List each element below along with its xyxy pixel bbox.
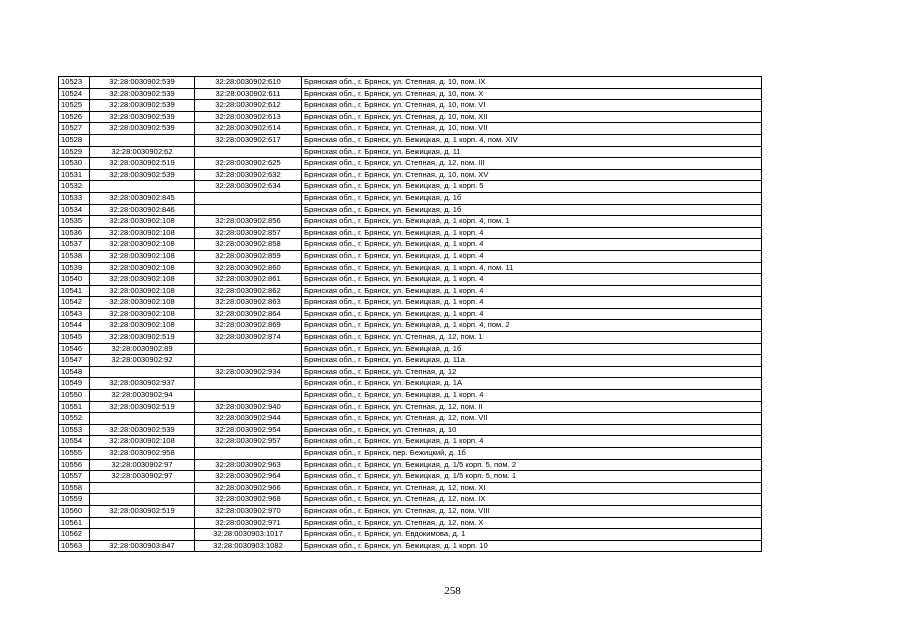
- cadastral-number-cell: 32:28:0030902:610: [195, 77, 302, 89]
- address-cell: Брянская обл., г. Брянск, ул. Евдокимова, д. 1: [302, 529, 762, 541]
- address-cell: Брянская обл., г. Брянск, ул. Бежицкая, д. 1 корп. 4: [302, 390, 762, 402]
- table-row: [59, 517, 762, 529]
- table-row: [59, 123, 762, 135]
- table-row: [59, 77, 762, 89]
- address-cell: Брянская обл., г. Брянск, ул. Степная, д. 10, пом. VII: [302, 123, 762, 135]
- parent-cadastral-number-cell: 32:28:0030902:519: [90, 332, 195, 344]
- parent-cadastral-number-cell: 32:28:0030902:89: [90, 343, 195, 355]
- parent-cadastral-number-cell: [90, 366, 195, 378]
- table-row: [59, 134, 762, 146]
- row-number-cell: 10541: [59, 285, 90, 297]
- table-body: [59, 77, 762, 552]
- row-number-cell: 10532: [59, 181, 90, 193]
- address-cell: Брянская обл., г. Брянск, ул. Бежицкая, д. 1 корп. 4: [302, 285, 762, 297]
- address-cell: Брянская обл., г. Брянск, ул. Бежицкая, д. 1б: [302, 204, 762, 216]
- row-number-cell: 10534: [59, 204, 90, 216]
- address-cell: Брянская обл., г. Брянск, ул. Бежицкая, д. 1б: [302, 343, 762, 355]
- table-row: [59, 332, 762, 344]
- table-row: [59, 413, 762, 425]
- row-number-cell: 10525: [59, 100, 90, 112]
- table-row: [59, 216, 762, 228]
- cadastral-number-cell: 32:28:0030902:863: [195, 297, 302, 309]
- parent-cadastral-number-cell: 32:28:0030902:108: [90, 274, 195, 286]
- row-number-cell: 10524: [59, 88, 90, 100]
- cadastral-number-cell: 32:28:0030902:957: [195, 436, 302, 448]
- address-cell: Брянская обл., г. Брянск, ул. Степная, д. 10, пом. IX: [302, 77, 762, 89]
- cadastral-number-cell: 32:28:0030902:864: [195, 308, 302, 320]
- table-row: [59, 505, 762, 517]
- cadastral-number-cell: 32:28:0030902:970: [195, 505, 302, 517]
- parent-cadastral-number-cell: 32:28:0030902:108: [90, 297, 195, 309]
- cadastral-number-cell: 32:28:0030902:963: [195, 459, 302, 471]
- parent-cadastral-number-cell: 32:28:0030902:97: [90, 459, 195, 471]
- row-number-cell: 10538: [59, 250, 90, 262]
- parent-cadastral-number-cell: 32:28:0030902:846: [90, 204, 195, 216]
- table-row: [59, 424, 762, 436]
- row-number-cell: 10549: [59, 378, 90, 390]
- parent-cadastral-number-cell: 32:28:0030902:958: [90, 448, 195, 460]
- address-cell: Брянская обл., г. Брянск, ул. Бежицкая, д. 1/5 корп. 5, пом. 2: [302, 459, 762, 471]
- table-row: [59, 343, 762, 355]
- address-cell: Брянская обл., г. Брянск, ул. Бежицкая, д. 1 корп. 5: [302, 181, 762, 193]
- table-row: [59, 111, 762, 123]
- document-table: [58, 76, 762, 552]
- parent-cadastral-number-cell: 32:28:0030902:539: [90, 123, 195, 135]
- cadastral-number-cell: 32:28:0030902:614: [195, 123, 302, 135]
- cadastral-number-cell: [195, 390, 302, 402]
- cadastral-number-cell: 32:28:0030902:869: [195, 320, 302, 332]
- parent-cadastral-number-cell: 32:28:0030902:62: [90, 146, 195, 158]
- cadastral-number-cell: 32:28:0030902:934: [195, 366, 302, 378]
- table-row: [59, 239, 762, 251]
- address-cell: Брянская обл., г. Брянск, ул. Бежицкая, д. 1 корп. 4: [302, 436, 762, 448]
- row-number-cell: 10551: [59, 401, 90, 413]
- address-cell: Брянская обл., г. Брянск, ул. Степная, д. 10, пом. X: [302, 88, 762, 100]
- parent-cadastral-number-cell: 32:28:0030902:519: [90, 505, 195, 517]
- cadastral-number-cell: 32:28:0030902:966: [195, 482, 302, 494]
- cadastral-number-cell: [195, 378, 302, 390]
- parent-cadastral-number-cell: 32:28:0030902:108: [90, 216, 195, 228]
- table-row: [59, 274, 762, 286]
- address-cell: Брянская обл., г. Брянск, ул. Бежицкая, д. 11а: [302, 355, 762, 367]
- parent-cadastral-number-cell: [90, 517, 195, 529]
- cadastral-number-cell: [195, 355, 302, 367]
- cadastral-number-cell: 32:28:0030902:860: [195, 262, 302, 274]
- row-number-cell: 10550: [59, 390, 90, 402]
- address-cell: Брянская обл., г. Брянск, ул. Бежицкая, д. 1 корп. 4, пом. 2: [302, 320, 762, 332]
- row-number-cell: 10544: [59, 320, 90, 332]
- row-number-cell: 10561: [59, 517, 90, 529]
- cadastral-number-cell: 32:28:0030902:856: [195, 216, 302, 228]
- row-number-cell: 10542: [59, 297, 90, 309]
- parent-cadastral-number-cell: 32:28:0030902:108: [90, 262, 195, 274]
- cadastral-number-cell: 32:28:0030903:1017: [195, 529, 302, 541]
- row-number-cell: 10559: [59, 494, 90, 506]
- table-row: [59, 320, 762, 332]
- row-number-cell: 10527: [59, 123, 90, 135]
- row-number-cell: 10546: [59, 343, 90, 355]
- parent-cadastral-number-cell: 32:28:0030902:97: [90, 471, 195, 483]
- table-row: [59, 540, 762, 552]
- address-cell: Брянская обл., г. Брянск, ул. Бежицкая, д. 1 корп. 4, пом. XIV: [302, 134, 762, 146]
- address-cell: Брянская обл., г. Брянск, ул. Степная, д. 12, пом. III: [302, 158, 762, 170]
- table-row: [59, 401, 762, 413]
- address-cell: Брянская обл., г. Брянск, ул. Бежицкая, д. 1А: [302, 378, 762, 390]
- parent-cadastral-number-cell: 32:28:0030902:519: [90, 401, 195, 413]
- cadastral-number-cell: [195, 343, 302, 355]
- address-cell: Брянская обл., г. Брянск, ул. Степная, д. 10, пом. XII: [302, 111, 762, 123]
- parent-cadastral-number-cell: 32:28:0030903:847: [90, 540, 195, 552]
- address-cell: Брянская обл., г. Брянск, ул. Бежицкая, д. 1 корп. 4: [302, 297, 762, 309]
- parent-cadastral-number-cell: 32:28:0030902:108: [90, 285, 195, 297]
- cadastral-number-cell: [195, 448, 302, 460]
- row-number-cell: 10555: [59, 448, 90, 460]
- table-row: [59, 448, 762, 460]
- table-row: [59, 308, 762, 320]
- parent-cadastral-number-cell: 32:28:0030902:937: [90, 378, 195, 390]
- row-number-cell: 10530: [59, 158, 90, 170]
- cadastral-number-cell: 32:28:0030902:861: [195, 274, 302, 286]
- table-row: [59, 262, 762, 274]
- cadastral-number-cell: 32:28:0030902:634: [195, 181, 302, 193]
- table-row: [59, 378, 762, 390]
- row-number-cell: 10539: [59, 262, 90, 274]
- address-cell: Брянская обл., г. Брянск, ул. Бежицкая, д. 1 корп. 4, пом. 11: [302, 262, 762, 274]
- cadastral-number-cell: 32:28:0030902:968: [195, 494, 302, 506]
- address-cell: Брянская обл., г. Брянск, ул. Бежицкая, д. 1 корп. 4: [302, 308, 762, 320]
- cadastral-number-cell: 32:28:0030902:862: [195, 285, 302, 297]
- address-cell: Брянская обл., г. Брянск, ул. Степная, д. 12, пом. VII: [302, 413, 762, 425]
- parent-cadastral-number-cell: 32:28:0030902:108: [90, 308, 195, 320]
- address-cell: Брянская обл., г. Брянск, ул. Бежицкая, д. 1 корп. 4: [302, 250, 762, 262]
- address-cell: Брянская обл., г. Брянск, ул. Бежицкая, д. 1б: [302, 192, 762, 204]
- parent-cadastral-number-cell: 32:28:0030902:108: [90, 436, 195, 448]
- parent-cadastral-number-cell: 32:28:0030902:539: [90, 111, 195, 123]
- address-cell: Брянская обл., г. Брянск, ул. Бежицкая, д. 1 корп. 10: [302, 540, 762, 552]
- cadastral-number-cell: 32:28:0030902:632: [195, 169, 302, 181]
- parent-cadastral-number-cell: 32:28:0030902:92: [90, 355, 195, 367]
- table-row: [59, 355, 762, 367]
- parent-cadastral-number-cell: 32:28:0030902:94: [90, 390, 195, 402]
- address-cell: Брянская обл., г. Брянск, ул. Бежицкая, д. 1 корп. 4: [302, 239, 762, 251]
- parent-cadastral-number-cell: [90, 181, 195, 193]
- table-row: [59, 158, 762, 170]
- parent-cadastral-number-cell: [90, 134, 195, 146]
- table-row: [59, 471, 762, 483]
- row-number-cell: 10560: [59, 505, 90, 517]
- cadastral-number-cell: 32:28:0030902:944: [195, 413, 302, 425]
- parent-cadastral-number-cell: 32:28:0030902:845: [90, 192, 195, 204]
- row-number-cell: 10537: [59, 239, 90, 251]
- table-row: [59, 482, 762, 494]
- row-number-cell: 10556: [59, 459, 90, 471]
- table-row: [59, 297, 762, 309]
- parent-cadastral-number-cell: [90, 413, 195, 425]
- parent-cadastral-number-cell: 32:28:0030902:539: [90, 77, 195, 89]
- address-cell: Брянская обл., г. Брянск, ул. Степная, д. 12, пом. IX: [302, 494, 762, 506]
- table-row: [59, 181, 762, 193]
- row-number-cell: 10543: [59, 308, 90, 320]
- address-cell: Брянская обл., г. Брянск, ул. Бежицкая, д. 1/5 корп. 5, пом. 1: [302, 471, 762, 483]
- address-cell: Брянская обл., г. Брянск, ул. Степная, д. 10, пом. VI: [302, 100, 762, 112]
- row-number-cell: 10552: [59, 413, 90, 425]
- address-cell: Брянская обл., г. Брянск, ул. Степная, д. 12, пом. X: [302, 517, 762, 529]
- parent-cadastral-number-cell: [90, 494, 195, 506]
- cadastral-number-cell: 32:28:0030902:954: [195, 424, 302, 436]
- table-row: [59, 529, 762, 541]
- cadastral-number-cell: 32:28:0030903:1082: [195, 540, 302, 552]
- address-cell: Брянская обл., г. Брянск, ул. Бежицкая, д. 1 корп. 4: [302, 274, 762, 286]
- cadastral-number-cell: 32:28:0030902:971: [195, 517, 302, 529]
- table-row: [59, 390, 762, 402]
- parent-cadastral-number-cell: 32:28:0030902:519: [90, 158, 195, 170]
- cadastral-number-cell: 32:28:0030902:857: [195, 227, 302, 239]
- address-cell: Брянская обл., г. Брянск, ул. Степная, д. 10, пом. XV: [302, 169, 762, 181]
- cadastral-number-cell: 32:28:0030902:859: [195, 250, 302, 262]
- address-cell: Брянская обл., г. Брянск, ул. Степная, д. 12, пом. VIII: [302, 505, 762, 517]
- parent-cadastral-number-cell: 32:28:0030902:539: [90, 100, 195, 112]
- row-number-cell: 10545: [59, 332, 90, 344]
- cadastral-number-cell: 32:28:0030902:964: [195, 471, 302, 483]
- row-number-cell: 10535: [59, 216, 90, 228]
- table-row: [59, 88, 762, 100]
- parent-cadastral-number-cell: 32:28:0030902:539: [90, 88, 195, 100]
- row-number-cell: 10548: [59, 366, 90, 378]
- row-number-cell: 10529: [59, 146, 90, 158]
- table-row: [59, 146, 762, 158]
- row-number-cell: 10558: [59, 482, 90, 494]
- parent-cadastral-number-cell: 32:28:0030902:108: [90, 320, 195, 332]
- cadastral-number-cell: 32:28:0030902:613: [195, 111, 302, 123]
- row-number-cell: 10533: [59, 192, 90, 204]
- address-cell: Брянская обл., г. Брянск, ул. Степная, д. 12, пом. 1: [302, 332, 762, 344]
- row-number-cell: 10536: [59, 227, 90, 239]
- table-row: [59, 227, 762, 239]
- row-number-cell: 10540: [59, 274, 90, 286]
- cadastral-number-cell: 32:28:0030902:612: [195, 100, 302, 112]
- parent-cadastral-number-cell: 32:28:0030902:539: [90, 169, 195, 181]
- property-table: [58, 76, 762, 552]
- parent-cadastral-number-cell: 32:28:0030902:539: [90, 424, 195, 436]
- cadastral-number-cell: 32:28:0030902:874: [195, 332, 302, 344]
- table-row: [59, 100, 762, 112]
- parent-cadastral-number-cell: [90, 529, 195, 541]
- row-number-cell: 10526: [59, 111, 90, 123]
- address-cell: Брянская обл., г. Брянск, ул. Степная, д. 12, пом. XI: [302, 482, 762, 494]
- cadastral-number-cell: [195, 204, 302, 216]
- cadastral-number-cell: 32:28:0030902:625: [195, 158, 302, 170]
- address-cell: Брянская обл., г. Брянск, ул. Степная, д. 12: [302, 366, 762, 378]
- parent-cadastral-number-cell: [90, 482, 195, 494]
- page-number: 258: [444, 585, 461, 597]
- parent-cadastral-number-cell: 32:28:0030902:108: [90, 239, 195, 251]
- parent-cadastral-number-cell: 32:28:0030902:108: [90, 227, 195, 239]
- table-row: [59, 285, 762, 297]
- cadastral-number-cell: [195, 146, 302, 158]
- table-row: [59, 494, 762, 506]
- table-row: [59, 169, 762, 181]
- address-cell: Брянская обл., г. Брянск, ул. Бежицкая, д. 11: [302, 146, 762, 158]
- row-number-cell: 10531: [59, 169, 90, 181]
- cadastral-number-cell: 32:28:0030902:940: [195, 401, 302, 413]
- row-number-cell: 10553: [59, 424, 90, 436]
- row-number-cell: 10523: [59, 77, 90, 89]
- address-cell: Брянская обл., г. Брянск, ул. Бежицкая, д. 1 корп. 4, пом. 1: [302, 216, 762, 228]
- address-cell: Брянская обл., г. Брянск, ул. Бежицкая, д. 1 корп. 4: [302, 227, 762, 239]
- parent-cadastral-number-cell: 32:28:0030902:108: [90, 250, 195, 262]
- cadastral-number-cell: 32:28:0030902:858: [195, 239, 302, 251]
- table-row: [59, 436, 762, 448]
- table-row: [59, 459, 762, 471]
- table-row: [59, 192, 762, 204]
- row-number-cell: 10547: [59, 355, 90, 367]
- row-number-cell: 10528: [59, 134, 90, 146]
- cadastral-number-cell: [195, 192, 302, 204]
- table-row: [59, 366, 762, 378]
- cadastral-number-cell: 32:28:0030902:611: [195, 88, 302, 100]
- row-number-cell: 10554: [59, 436, 90, 448]
- address-cell: Брянская обл., г. Брянск, ул. Степная, д. 12, пом. II: [302, 401, 762, 413]
- table-row: [59, 204, 762, 216]
- address-cell: Брянская обл., г. Брянск, пер. Бежицкий, д. 1б: [302, 448, 762, 460]
- cadastral-number-cell: 32:28:0030902:617: [195, 134, 302, 146]
- table-row: [59, 250, 762, 262]
- row-number-cell: 10563: [59, 540, 90, 552]
- address-cell: Брянская обл., г. Брянск, ул. Степная, д. 10: [302, 424, 762, 436]
- row-number-cell: 10557: [59, 471, 90, 483]
- row-number-cell: 10562: [59, 529, 90, 541]
